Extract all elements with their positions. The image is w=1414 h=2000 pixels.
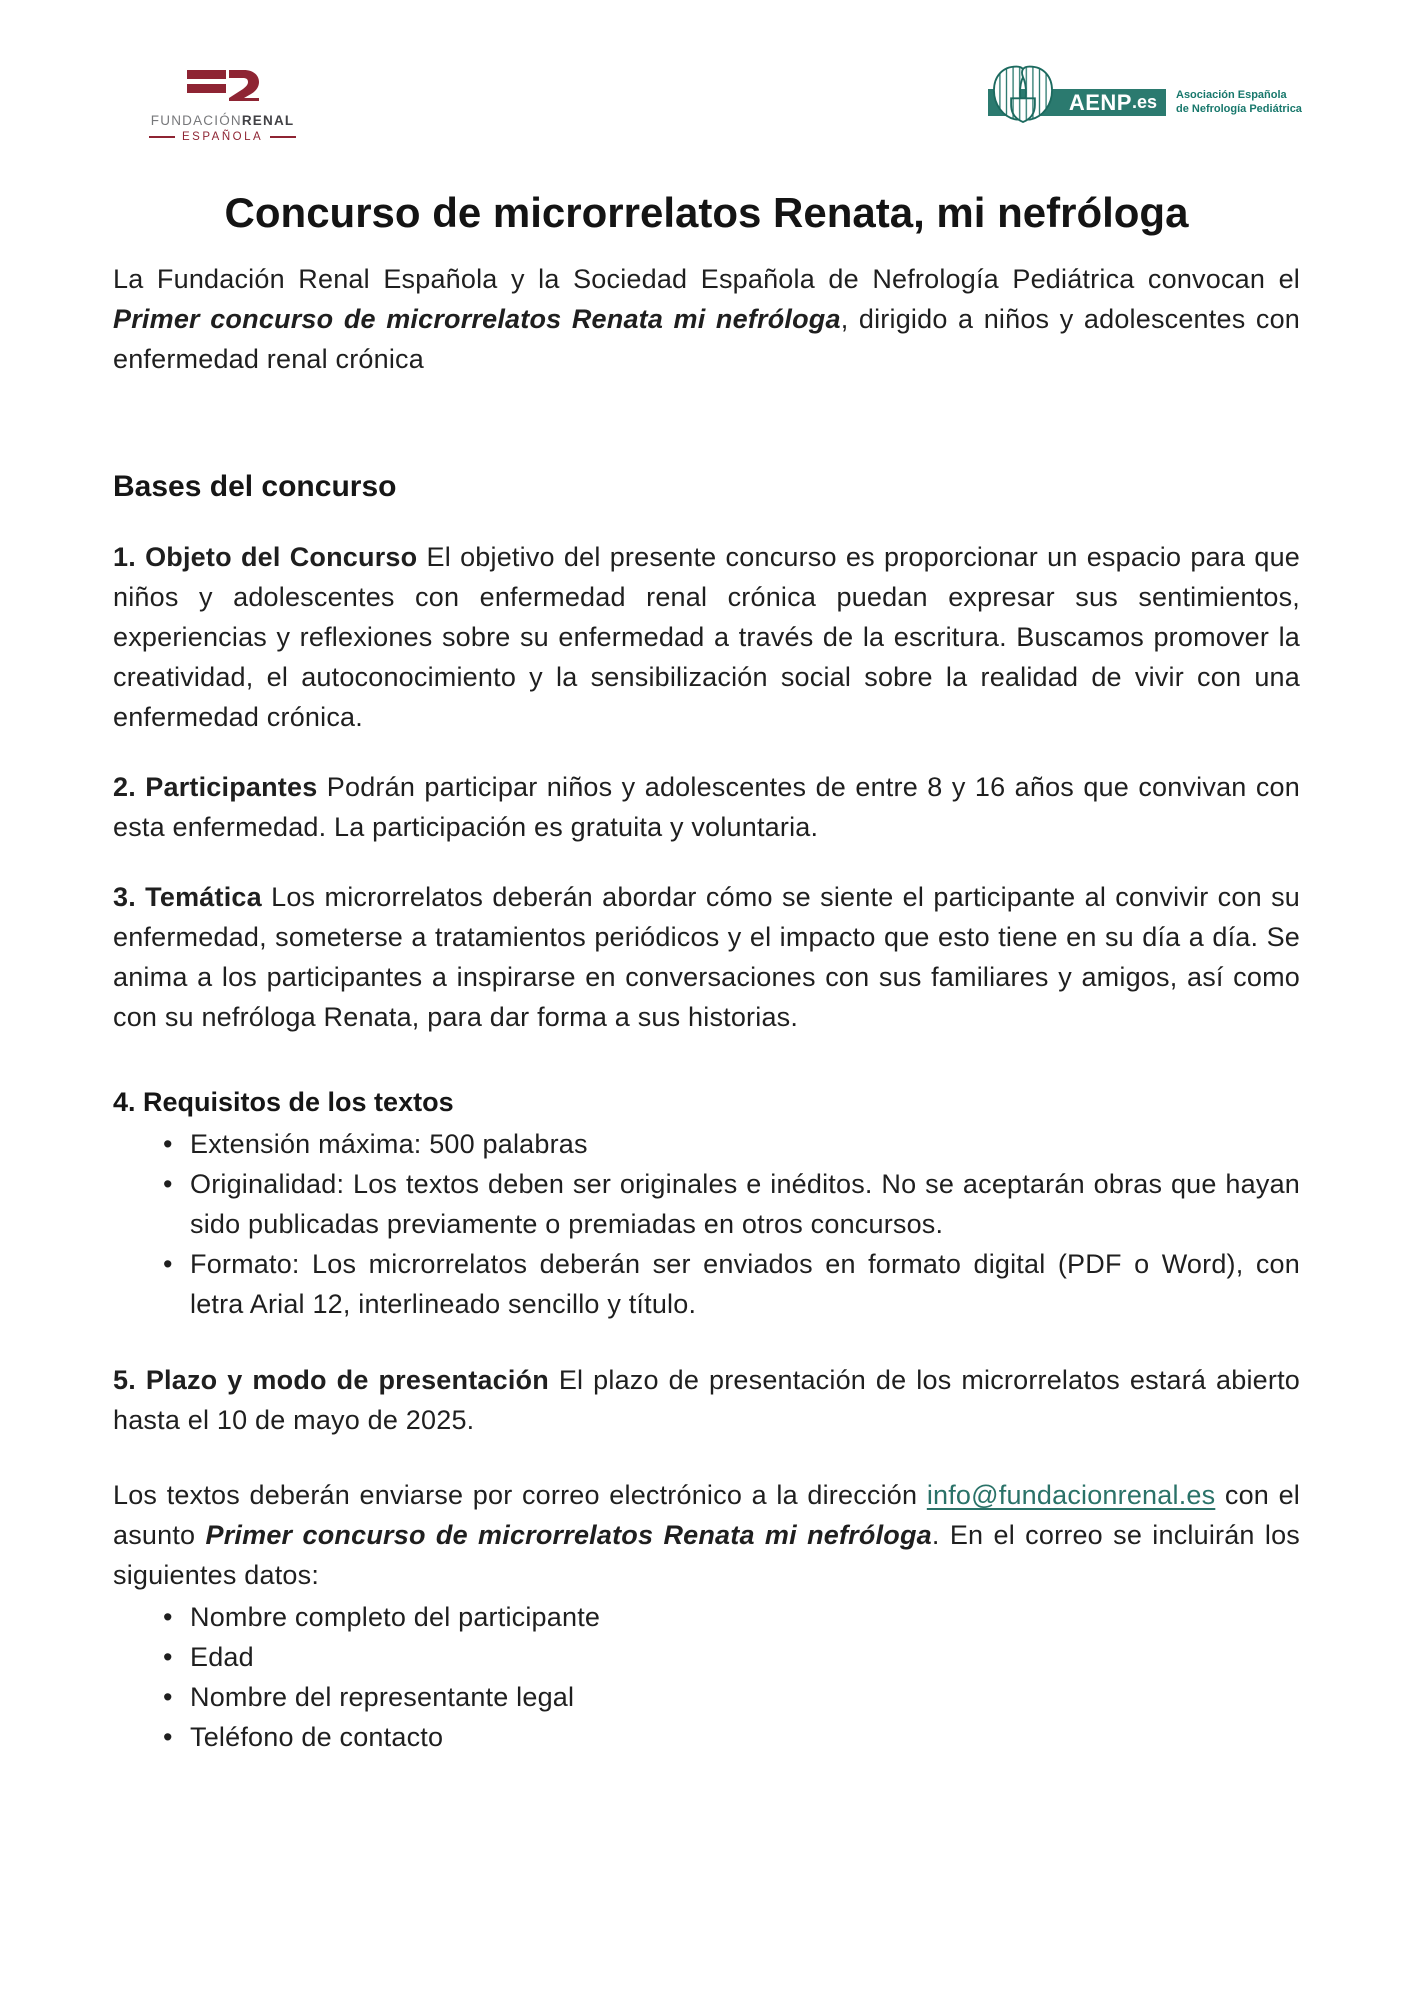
dash-right [270,136,296,138]
fr-monogram-icon [187,69,259,106]
aenp-badge-main: AENP [1068,89,1132,115]
bases-heading: Bases del concurso [113,470,397,503]
intro-text-post: , dirigido a niños y adolescentes con enfermedad renal crónica [113,304,1300,374]
email-link[interactable]: info@fundacionrenal.es [926,1480,1216,1510]
aenp-tagline-line1: Asociación Española [1176,89,1287,101]
header [113,55,1300,147]
list-item: • Edad [190,1637,1300,1677]
fr-logo-subtitle-text: ESPAÑOLA [182,131,264,143]
section-participantes-label: 2. Participantes [113,772,318,802]
list-item: • Formato: Los microrrelatos deberán ser enviados en formato digital (PDF o Word), con letra Arial 12, interlineado sencillo y título. [190,1244,1300,1324]
page-title: Concurso de microrrelatos Renata, mi nefróloga [224,189,1189,236]
list-item: • Teléfono de contacto [190,1717,1300,1757]
section-tematica-label: 3. Temática [113,882,262,912]
envio-text-post: . En el correo se incluirán los siguientes datos: [113,1520,1301,1590]
section-plazo-label: 5. Plazo y modo de presentación [113,1365,549,1395]
section-objeto-label: 1. Objeto del Concurso [113,542,418,572]
fr-logo-subtitle [149,131,296,143]
aenp-badge-suffix: .es [1131,92,1157,112]
section-participantes [113,767,1300,847]
intro-paragraph [113,259,1300,379]
envio-text-mid: con el asunto [113,1480,1300,1550]
intro-contest-name: Primer concurso de microrrelatos Renata mi nefróloga [113,304,841,334]
fr-logo-name [151,113,295,128]
section-participantes-body: Podrán participar niños y adolescentes de entre 8 y 16 años que convivan con esta enfermedad. La participación es gratuita y voluntaria. [113,772,1300,842]
datos-list [113,1597,1300,1757]
envio-paragraph [113,1475,1300,1595]
kidneys-icon [990,62,1056,129]
list-item: • Extensión máxima: 500 palabras [190,1124,1300,1164]
aenp-tagline-line2: de Nefrología Pediátrica [1176,103,1302,115]
requisitos-heading: 4. Requisitos de los textos [113,1087,454,1117]
section-tematica-body: Los microrrelatos deberán abordar cómo se siente el participante al convivir con su enfermedad, someterse a tratamientos periódicos y el impacto que esto tiene en su día a día. Se anima a los participantes a inspirarse en conversaciones con sus familiares y amigos, así como con su nefróloga Renata, para dar forma a sus historias. [113,882,1300,1032]
section-plazo-body: El plazo de presentación de los microrrelatos estará abierto hasta el 10 de mayo de 2025. [113,1365,1300,1435]
list-item: • Nombre del representante legal [190,1677,1300,1717]
list-item: • Nombre completo del participante [190,1597,1300,1637]
section-tematica [113,877,1300,1037]
aenp-tagline [1176,88,1302,116]
envio-contest-name: Primer concurso de microrrelatos Renata mi nefróloga [205,1520,932,1550]
fundacion-renal-logo [149,69,296,143]
section-objeto-body: El objetivo del presente concurso es proporcionar un espacio para que niños y adolescentes con enfermedad renal crónica puedan expresar sus sentimientos, experiencias y reflexiones sobre su enfermedad a través de la escritura. Buscamos promover la creatividad, el autoconocimiento y la sensibilización social sobre la realidad de vivir con una enfermedad crónica. [113,542,1301,732]
list-item: • Originalidad: Los textos deben ser originales e inéditos. No se aceptarán obras que hayan sido publicadas previamente o premiadas en otros concursos. [190,1164,1300,1244]
requisitos-list [113,1124,1300,1324]
section-plazo [113,1360,1300,1440]
fr-logo-name-regular: FUNDACIÓN [150,113,242,128]
dash-left [149,136,175,138]
intro-text-pre: La Fundación Renal Española y la Sociedad Española de Nefrología Pediátrica convocan el [113,264,1300,294]
section-objeto [113,537,1300,737]
fr-logo-name-bold: RENAL [241,113,295,128]
envio-text-pre: Los textos deberán enviarse por correo electrónico a la dirección [113,1480,927,1510]
aenp-logo [988,61,1300,133]
